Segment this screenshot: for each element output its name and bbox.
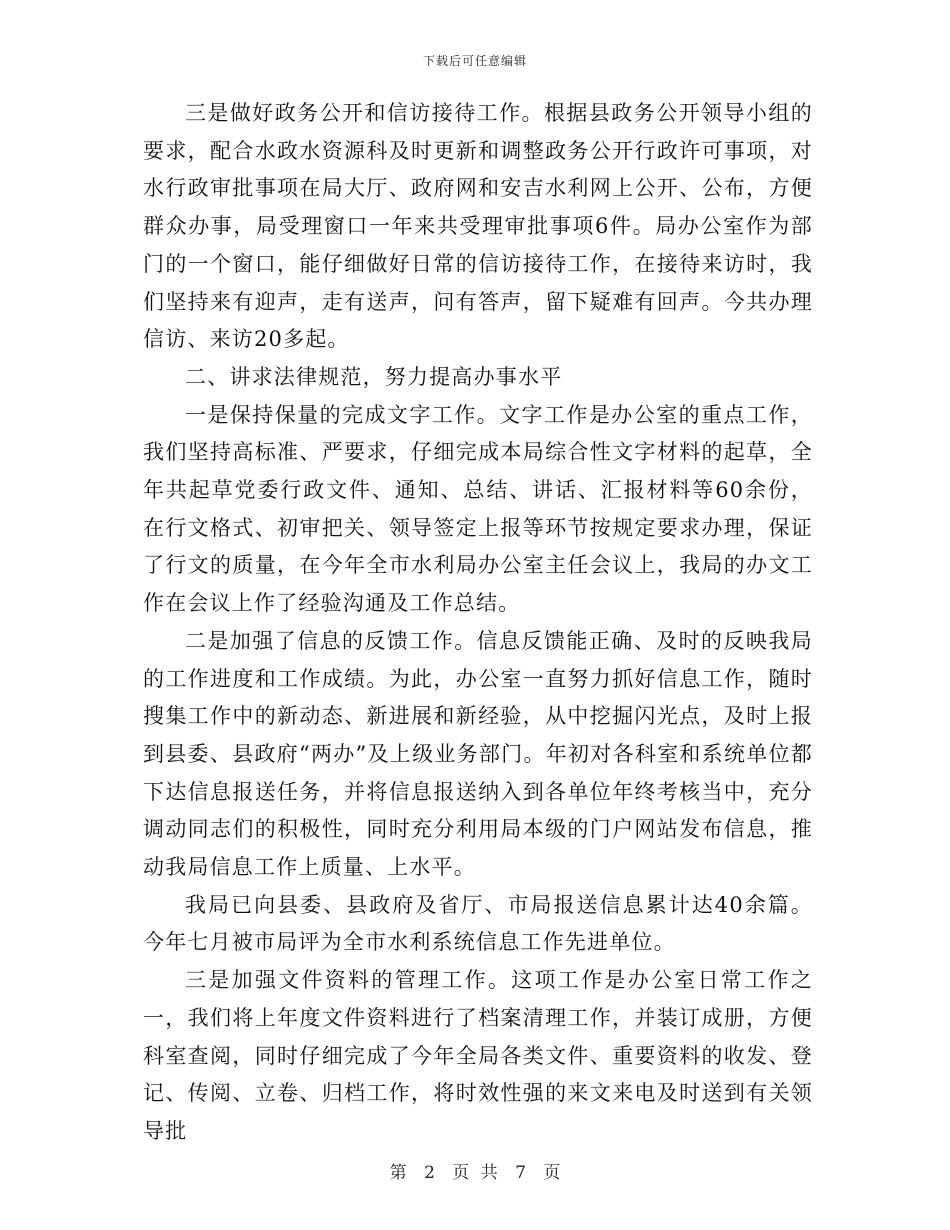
paragraph: 三是做好政务公开和信访接待工作。根据县政务公开领导小组的要求，配合水政水资源科及时更新和调整政务公开行政许可事项，对水行政审批事项在局大厅、政府网和安吉水利网上公开、公布，方便群众办事，局受理窗口一年来共受理审批事项6件。局办公室作为部门的一个窗口，能仔细做好日常的信访接待工作，在接待来访时，我们坚持来有迎声，走有送声，问有答声，留下疑难有回声。今共办理信访、来访20多起。 — [143, 101, 813, 352]
section-heading: 二、讲求法律规范，努力提高办事水平 — [185, 364, 563, 389]
page-header-note: 下载后可任意编辑 — [422, 54, 527, 68]
paragraph: 二是加强了信息的反馈工作。信息反馈能正确、及时的反映我局的工作进度和工作成绩。为此，办公室一直努力抓好信息工作，随时搜集工作中的新动态、新进展和新经验，从中挖掘闪光点，及时上报到县委、县政府“两办”及上级业务部门。年初对各科室和系统单位都下达信息报送任务，并将信息报送纳入到各单位年终考核当中，充分调动同志们的积极性，同时充分利用局本级的门户网站发布信息，推动我局信息工作上质量、上水平。 — [143, 628, 813, 880]
paragraph: 三是加强文件资料的管理工作。这项工作是办公室日常工作之一，我们将上年度文件资料进行了档案清理工作，并装订成册，方便科室查阅，同时仔细完成了今年全局各类文件、重要资料的收发、登记、传阅、立卷、归档工作，将时效性强的来文来电及时送到有关领导批 — [143, 968, 813, 1143]
paragraph: 一是保持保量的完成文字工作。文字工作是办公室的重点工作，我们坚持高标准、严要求，仔细完成本局综合性文字材料的起草，全年共起草党委行政文件、通知、总结、讲话、汇报材料等60余份，在行文格式、初审把关、领导签定上报等环节按规定要求办理，保证了行文的质量，在今年全市水利局办公室主任会议上，我局的办文工作在会议上作了经验沟通及工作总结。 — [143, 402, 813, 616]
total-page-count: 7 — [515, 1163, 526, 1183]
paragraph: 我局已向县委、县政府及省厅、市局报送信息累计达40余篇。今年七月被市局评为全市水利系统信息工作先进单位。 — [143, 892, 813, 955]
footer-mid: 页 共 — [452, 1163, 498, 1183]
document-body — [143, 95, 813, 1151]
footer-suffix: 页 — [543, 1163, 561, 1183]
page-footer — [0, 1158, 950, 1183]
footer-prefix: 第 — [389, 1163, 407, 1183]
current-page-number: 2 — [424, 1163, 435, 1183]
